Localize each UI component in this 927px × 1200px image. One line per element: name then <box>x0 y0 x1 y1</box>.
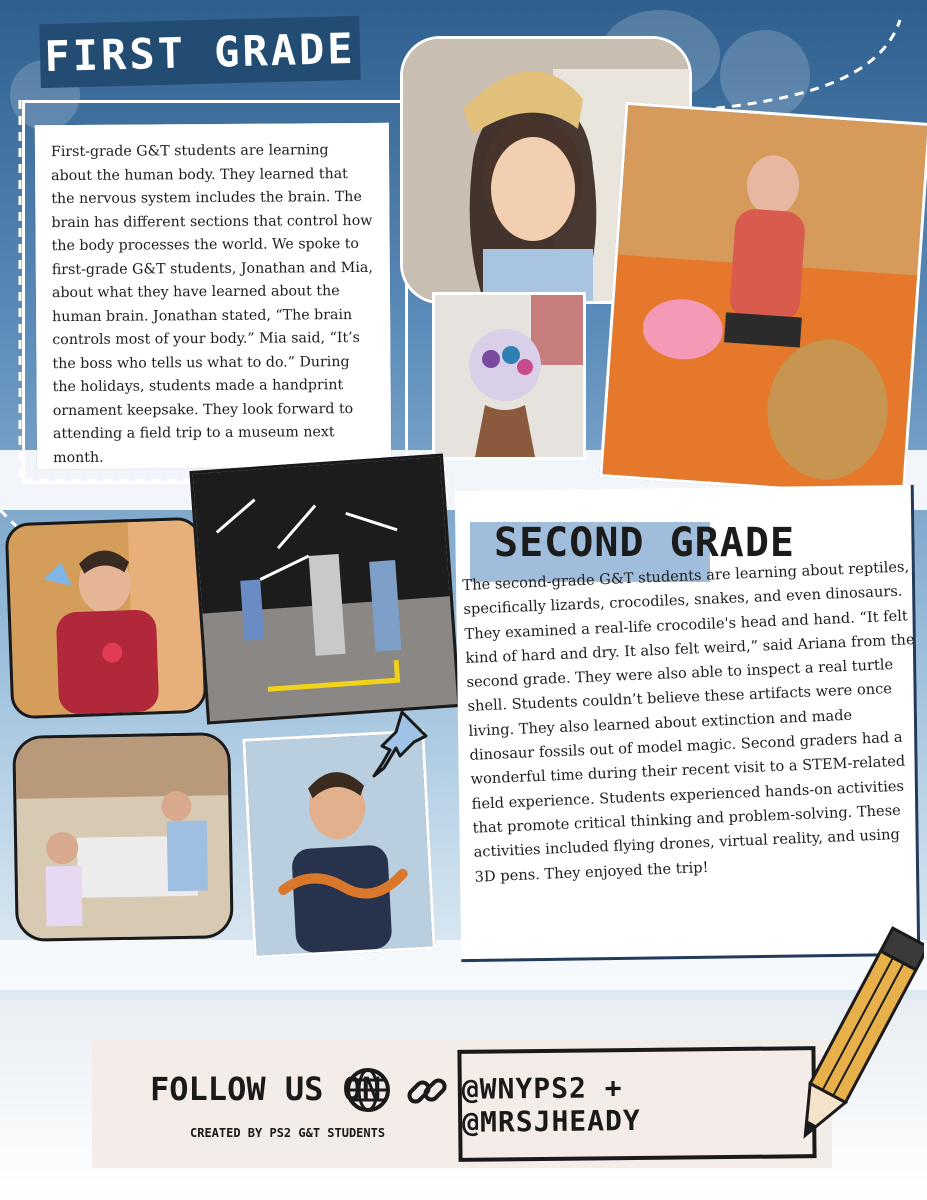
first-grade-banner <box>39 16 361 88</box>
first-grade-body: First-grade G&T students are learning about the human body. They learned that the nervous system includes the brain. The brain has different sections that control how the body processes the world. We spoke to first-grade G&T students, Jonathan and Mia, about what they have learned about the human brain. Jonathan stated, “The brain controls most of your body.” Mia said, “It’s the boss who tells us what to do.” During the holidays, students made a handprint ornament keepsake. They look forward to attending a field trip to a museum next month. <box>50 142 373 466</box>
photo-anatomy-model <box>599 102 927 498</box>
photo-image <box>8 520 205 717</box>
second-grade-body: The second-grade G&T students are learning about reptiles, specifically lizards, crocodiles, snakes, and even dinosaurs. They examined a real-life crocodile's head and hand. “It felt kind of hard and dry. It also felt weird,” said Ariana from the second grade. They were also able to inspect a real turtle shell. Students couldn’t believe these artifacts were once living. They also learned about extinction and made dinosaur fossils out of model magic. Second graders had a wonderful time during their recent visit to a STEM-related field experience. Students experienced hands-on activities that promote critical thinking and problem-solving. These activities included flying drones, virtual reality, and using 3D pens. They enjoyed the trip! <box>462 558 915 886</box>
globe-icon[interactable] <box>344 1066 392 1114</box>
pushpin-icon <box>366 708 430 784</box>
follow-label: FOLLOW US ON <box>150 1070 382 1108</box>
photo-virtual-reality <box>189 453 460 724</box>
second-grade-title: SECOND GRADE <box>494 520 795 566</box>
photo-image <box>15 735 230 939</box>
link-icon[interactable] <box>404 1068 450 1114</box>
credit-text: CREATED BY PS2 G&T STUDENTS <box>190 1126 386 1140</box>
social-handles[interactable]: @WNYPS2 + @MRSJHEADY <box>461 1071 641 1139</box>
first-grade-text-card <box>35 123 391 469</box>
photo-image <box>435 295 583 457</box>
photo-image <box>602 105 927 495</box>
social-handles-box[interactable] <box>457 1046 816 1162</box>
first-grade-title: FIRST GRADE <box>43 23 357 81</box>
pencil-icon <box>788 918 924 1162</box>
photo-classroom-group <box>12 732 234 942</box>
photo-ornament <box>432 292 586 460</box>
photo-image <box>193 457 458 722</box>
photo-3d-pen-boy <box>5 517 208 720</box>
